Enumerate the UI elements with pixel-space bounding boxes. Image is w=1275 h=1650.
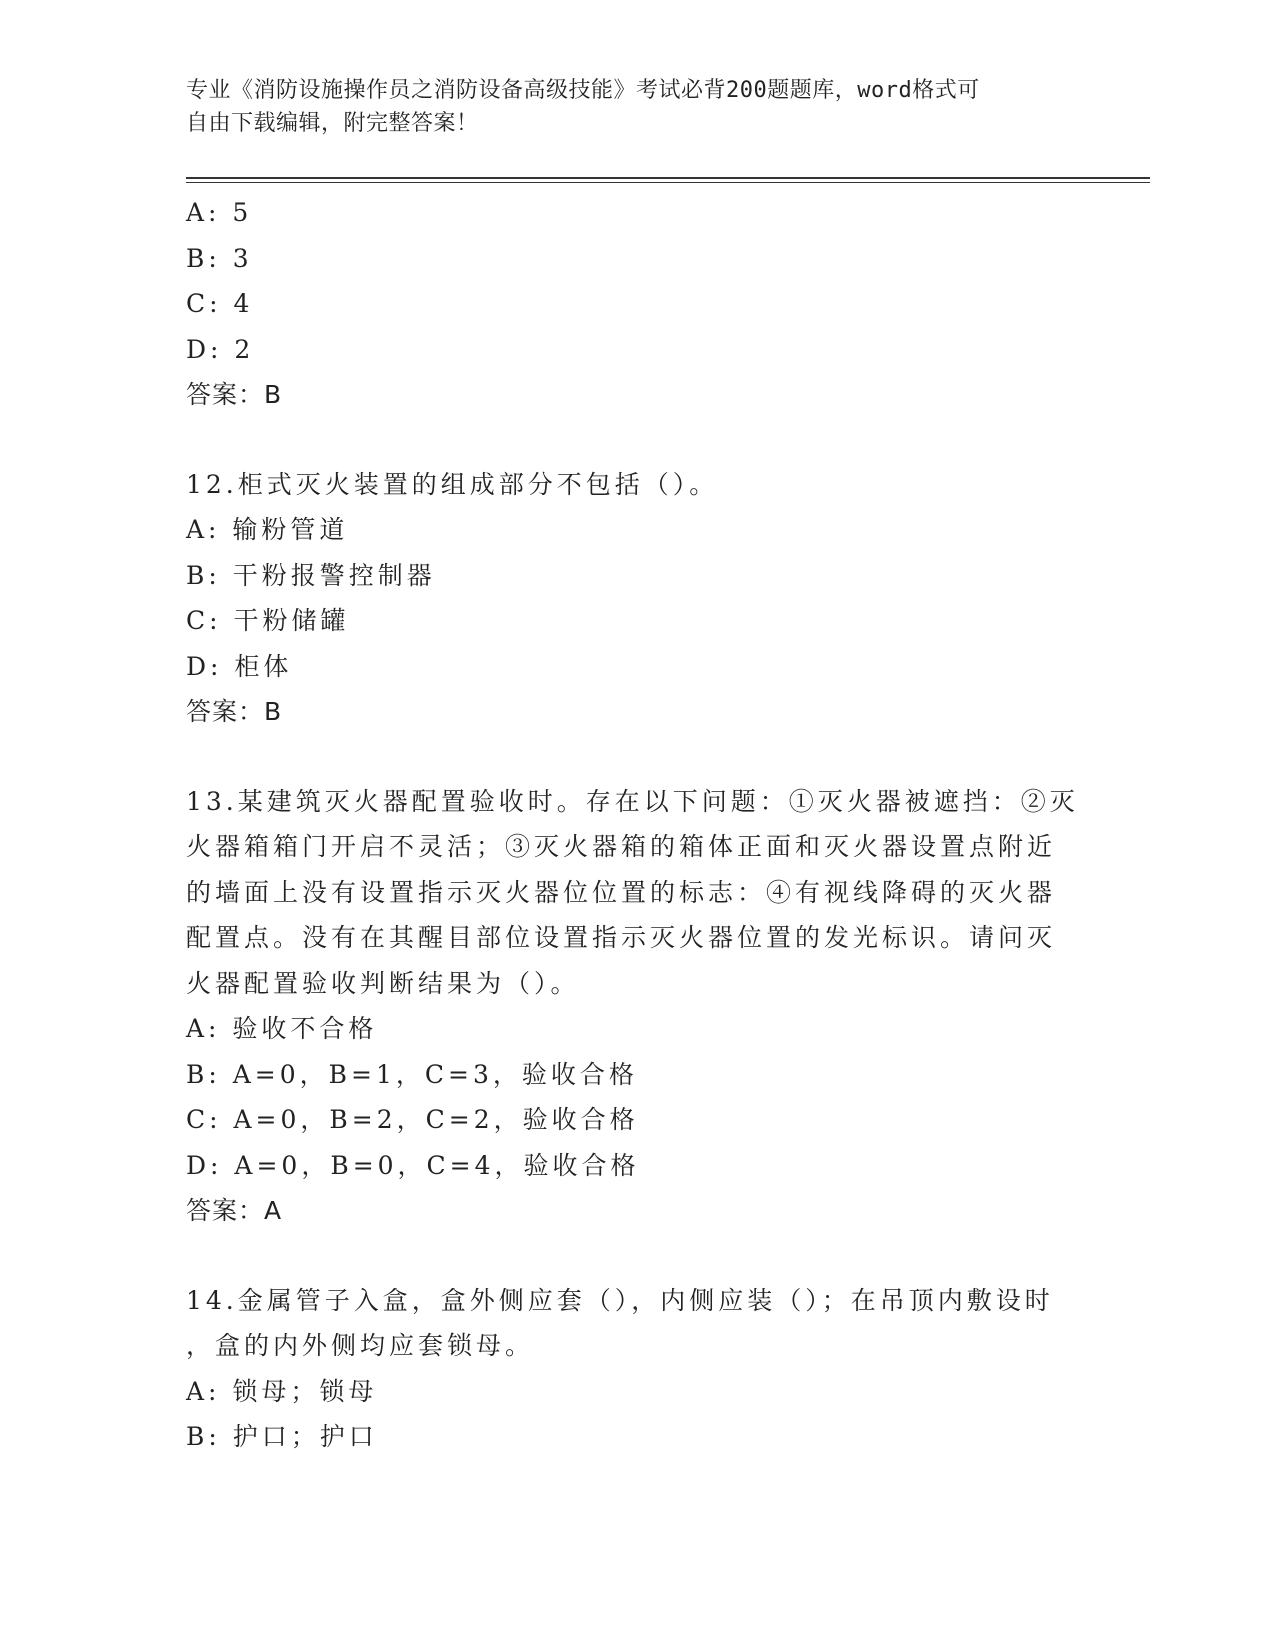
question-text-line: 14.金属管子入盒，盒外侧应套（），内侧应装（）；在吊顶内敷设时 (186, 1285, 1054, 1315)
answer-line: 答案：A (186, 1196, 283, 1225)
question-11 (186, 190, 1086, 418)
header-line-2: 自由下载编辑，附完整答案！ (186, 111, 479, 136)
header-line-1: 专业《消防设施操作员之消防设备高级技能》考试必背200题题库，word格式可 (186, 78, 980, 103)
answer-line: 答案：B (186, 380, 283, 409)
question-text-line: 13.某建筑灭火器配置验收时。存在以下问题：①灭火器被遮挡：②灭 (186, 786, 1079, 816)
header-divider-thick (186, 177, 1150, 179)
option-a: A: 输粉管道 (186, 515, 349, 544)
option-c: C: A=0，B=2，C=2，验收合格 (186, 1105, 639, 1134)
option-b: B: 干粉报警控制器 (186, 560, 436, 590)
question-14 (186, 1278, 1086, 1460)
option-b: B: 护口；护口 (186, 1422, 378, 1451)
question-text-line: 配置点。没有在其醒目部位设置指示灭火器位置的发光标识。请问灭 (186, 923, 1057, 952)
option-b: B: A=0，B=1，C=3，验收合格 (186, 1059, 638, 1089)
option-b: B: 3 (186, 243, 253, 273)
question-text-line: 火器配置验收判断结果为（）。 (186, 968, 580, 998)
question-text-line: 火器箱箱门开启不灵活；③灭火器箱的箱体正面和灭火器设置点附近 (186, 832, 1057, 861)
document-header (186, 74, 1066, 140)
question-text-line: 的墙面上没有设置指示灭火器位位置的标志：④有视线降碍的灭火器 (186, 877, 1057, 907)
answer-line: 答案：B (186, 697, 283, 726)
option-d: D: 2 (186, 334, 255, 364)
question-list (186, 190, 1086, 1460)
question-12 (186, 462, 1086, 735)
question-text-line: ，盒的内外侧均应套锁母。 (186, 1331, 535, 1360)
option-a: A: 锁母；锁母 (186, 1376, 378, 1406)
header-divider-thin (186, 182, 1150, 183)
option-c: C: 4 (186, 289, 254, 318)
question-text: 12.柜式灭火装置的组成部分不包括（）。 (186, 469, 719, 499)
option-d: D: A=0，B=0，C=4，验收合格 (186, 1150, 640, 1180)
option-a: A: 5 (186, 198, 253, 227)
question-13 (186, 779, 1086, 1234)
option-d: D: 柜体 (186, 651, 293, 681)
option-a: A: 验收不合格 (186, 1014, 378, 1043)
option-c: C: 干粉储罐 (186, 606, 350, 635)
